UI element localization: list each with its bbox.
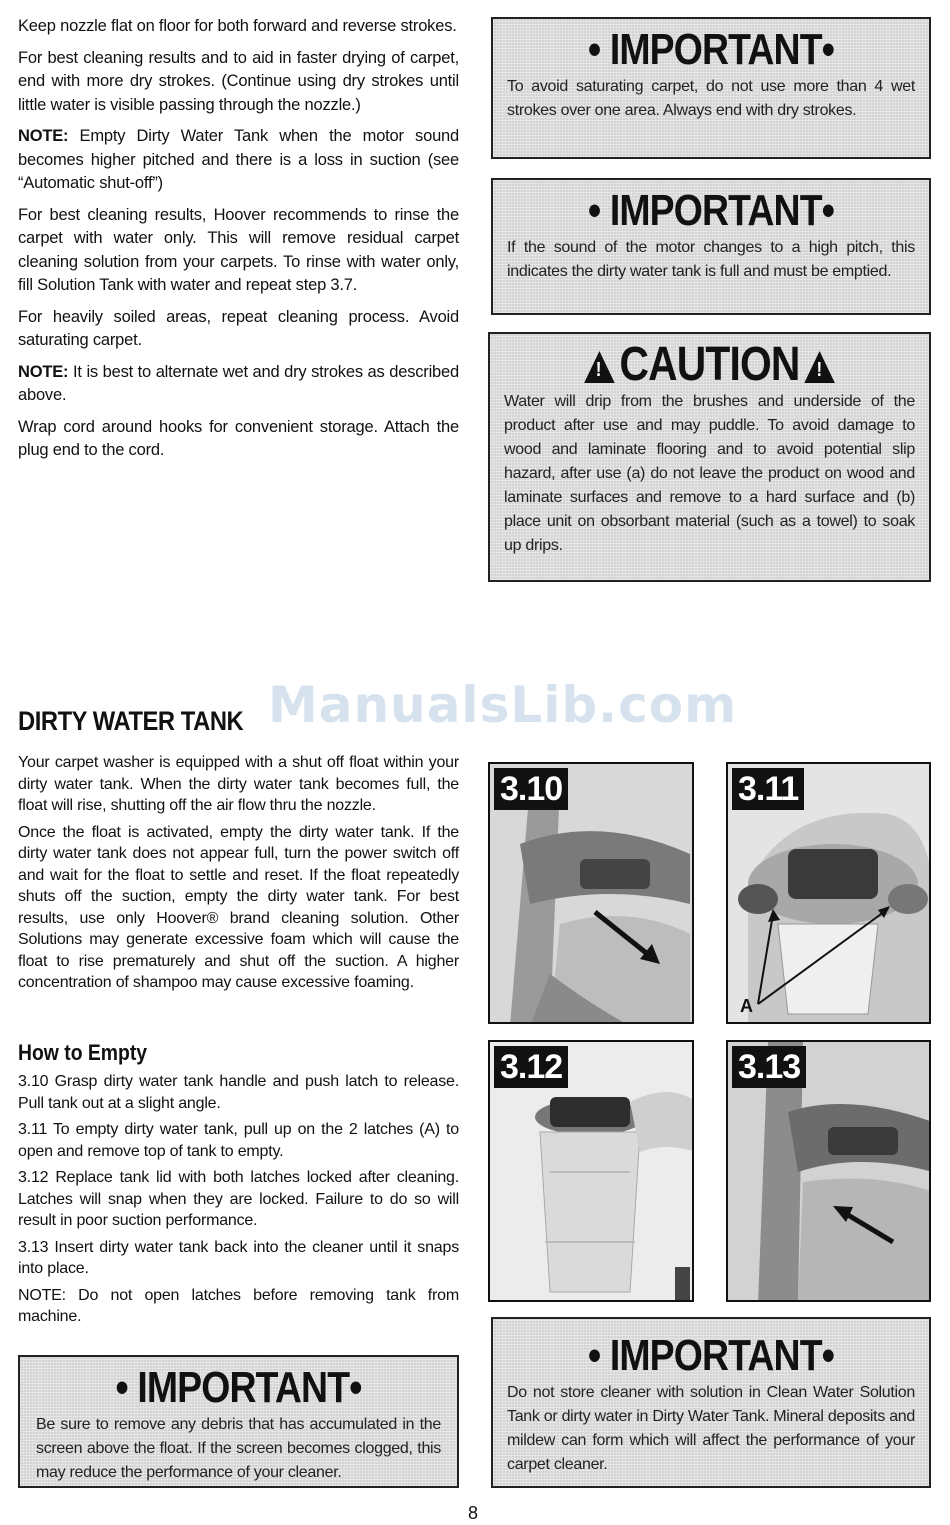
figure-3-11 [726, 762, 931, 1024]
step-item: 3.13 Insert dirty water tank back into the cleaner until it snaps into place. [18, 1238, 459, 1277]
figure-label: 3.13 [732, 1046, 806, 1088]
important-title: • IMPORTANT• [588, 1331, 834, 1380]
section-body [18, 752, 459, 1002]
important-text: To avoid saturating carpet, do not use more than 4 wet strokes over one area. Always end with dry strokes. [507, 78, 915, 119]
important-box [18, 1355, 459, 1488]
important-box [491, 17, 931, 159]
subsection-title: How to Empty [18, 1040, 148, 1065]
caution-text: Water will drip from the brushes and underside of the product after use and may puddle. To avoid damage to wood and laminate flooring and to avoid potential slip hazard, after use (a) do not leave the product on wood and laminate surfaces and remove to a hard surface and (b) place unit on obsorbant material (such as a towel) to soak up drips. [504, 393, 915, 554]
step-item: 3.12 Replace tank lid with both latches locked after cleaning. Latches will snap when they are locked. Failure to do so will result in poor suction performance. [18, 1169, 459, 1229]
important-title: • IMPORTANT• [588, 186, 834, 235]
top-left-text [18, 15, 459, 471]
paragraph: Wrap cord around hooks for convenient storage. Attach the plug end to the cord. [18, 417, 459, 459]
important-box [491, 1317, 931, 1488]
watermark: ManualsLib.com [268, 676, 738, 734]
paragraph: Your carpet washer is equipped with a shut off float within your dirty water tank. When the dirty water tank becomes full, the float will rise, shutting off the air flow thru the nozzle. [18, 754, 459, 814]
caution-label: CAUTION [619, 338, 800, 391]
paragraph: For heavily soiled areas, repeat cleaning process. Avoid saturating carpet. [18, 307, 459, 349]
caution-title [535, 340, 884, 390]
note-paragraph: NOTE: Empty Dirty Water Tank when the motor sound becomes higher pitched and there is a loss in suction (see “Automatic shut-off”) [18, 127, 459, 192]
paragraph: Once the float is activated, empty the dirty water tank. If the dirty water tank does not appear full, turn the power switch off and wait for the float to settle and reset. If the float repeatedly shuts off the suction, empty the dirty water tank. For best results, use only Hoover® brand cleaning solution. Other Solutions may generate excessive foam which will cause the float to rise prematurely and shut off the suction. A higher concentration of shampoo may cause excessive foaming. [18, 823, 459, 991]
important-text: Be sure to remove any debris that has accumulated in the screen above the float. If the screen becomes clogged, this may reduce the performance of your cleaner. [36, 1416, 441, 1481]
caution-box [488, 332, 931, 582]
figure-label: 3.12 [494, 1046, 568, 1088]
paragraph: For best cleaning results and to aid in faster drying of carpet, end with more dry strokes. (Continue using dry strokes until little water is visible passing through the nozzle.) [18, 48, 459, 114]
step-item: NOTE: Do not open latches before removing tank from machine. [18, 1286, 459, 1325]
important-text: Do not store cleaner with solution in Clean Water Solution Tank or dirty water in Dirty Water Tank. Mineral deposits and mildew can form which will affect the performance of your carpet cleaner. [507, 1384, 915, 1473]
latch-callout-label: A [740, 996, 753, 1016]
figure-3-13 [726, 1040, 931, 1302]
section-title: DIRTY WATER TANK [18, 706, 244, 736]
page-number: 8 [468, 1503, 479, 1523]
important-title: • IMPORTANT• [588, 25, 834, 74]
important-title: • IMPORTANT• [115, 1363, 362, 1412]
warning-icon [805, 351, 836, 383]
paragraph: For best cleaning results, Hoover recommends to rinse the carpet with water only. This will remove residual carpet cleaning solution from your carpets. To rinse with water only, fill Solution Tank with water and repeat step 3.7. [18, 205, 459, 294]
figure-3-12 [488, 1040, 694, 1302]
paragraph: Keep nozzle flat on floor for both forward and reverse strokes. [18, 17, 457, 35]
important-box [491, 178, 931, 315]
figure-3-10 [488, 762, 694, 1024]
note-paragraph: NOTE: It is best to alternate wet and dry strokes as described above. [18, 362, 459, 404]
step-item: 3.10 Grasp dirty water tank handle and push latch to release. Pull tank out at a slight angle. [18, 1073, 459, 1112]
steps-list [18, 1071, 459, 1336]
figure-label: 3.10 [494, 768, 568, 810]
warning-icon [584, 351, 615, 383]
figure-label: 3.11 [732, 768, 804, 810]
step-item: 3.11 To empty dirty water tank, pull up on the 2 latches (A) to open and remove top of tank to empty. [18, 1121, 459, 1160]
important-text: If the sound of the motor changes to a high pitch, this indicates the dirty water tank is full and must be emptied. [507, 239, 915, 280]
